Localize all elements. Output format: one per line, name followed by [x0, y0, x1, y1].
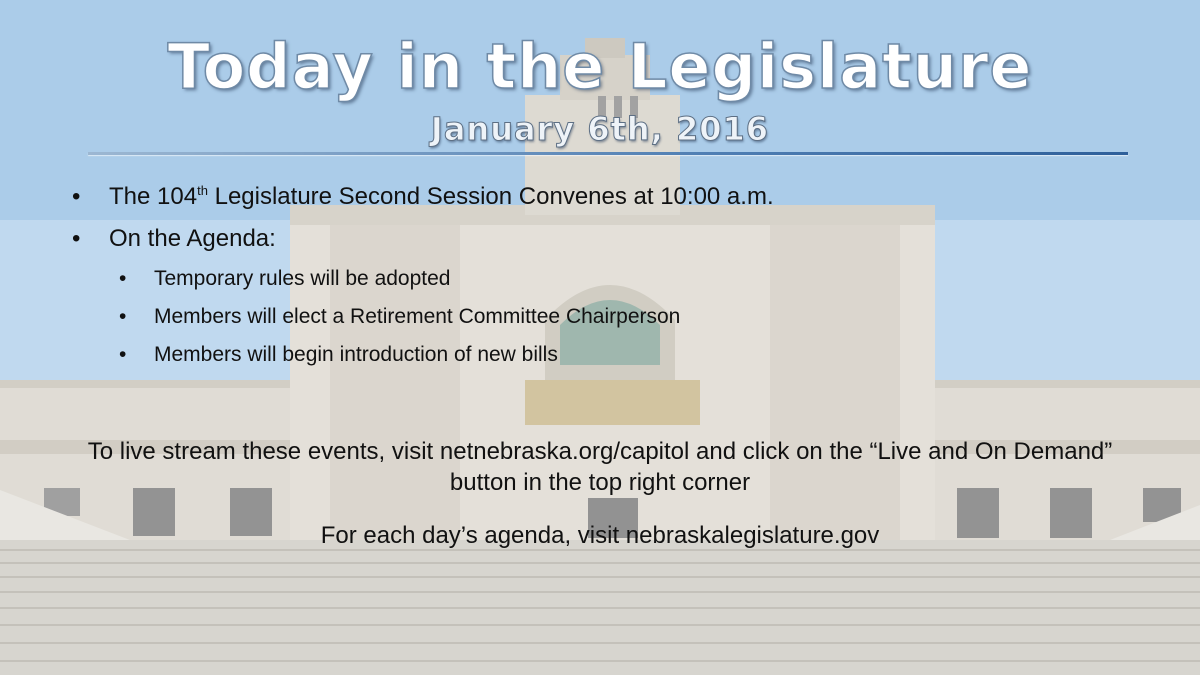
title-divider	[88, 152, 1128, 155]
sub-bullet-marker: •	[119, 267, 127, 290]
agenda-item	[72, 266, 1152, 292]
bullet-agenda-heading	[72, 224, 1152, 254]
agenda-item	[72, 304, 1152, 330]
slide-date: January 6th, 2016	[430, 110, 770, 148]
bullet-list	[72, 182, 1152, 380]
agenda-item-text: Members will begin introduction of new bills	[154, 343, 558, 366]
bullet-text-post: Legislature Second Session Convenes at 10:00 a.m.	[207, 183, 774, 210]
bullet-text: On the Agenda:	[109, 225, 276, 252]
sub-bullet-marker: •	[119, 305, 127, 328]
agenda-item	[72, 342, 1152, 368]
agenda-website-note: For each day’s agenda, visit nebraskalegislature.gov	[320, 522, 880, 549]
bullet-text-pre: The 104	[109, 183, 198, 210]
slide-title: Today in the Legislature	[167, 30, 1033, 103]
agenda-item-text: Members will elect a Retirement Committee Chairperson	[154, 305, 681, 328]
agenda-item-text: Temporary rules will be adopted	[154, 267, 451, 290]
bullet-session-convenes	[72, 182, 1152, 212]
bullet-marker: •	[72, 225, 81, 252]
bullet-marker: •	[72, 183, 81, 210]
livestream-note: To live stream these events, visit netnebraska.org/capitol and click on the “Live and On Demand” button in the top right corner	[87, 438, 1113, 496]
sub-bullet-marker: •	[119, 343, 127, 366]
ordinal-suffix: th	[197, 183, 208, 198]
